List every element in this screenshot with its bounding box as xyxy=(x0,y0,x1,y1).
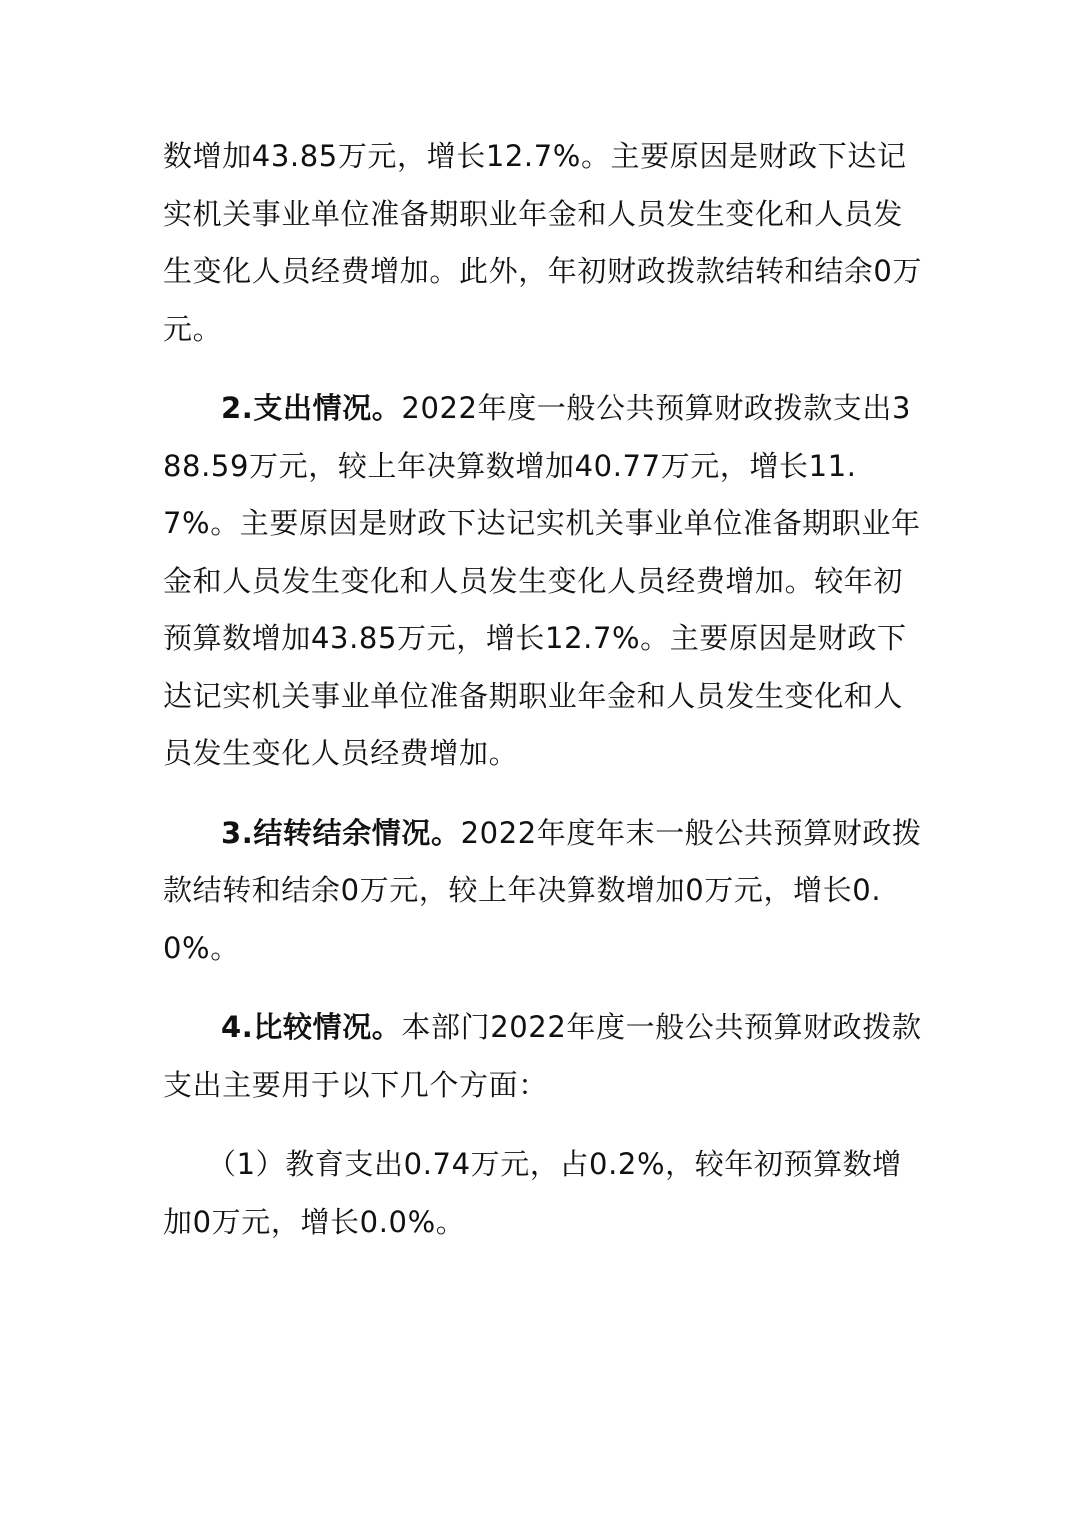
paragraph-text: （1）教育支出0.74万元，占0.2%，较年初预算数增加0万元，增长0.0%。 xyxy=(163,1147,902,1239)
paragraph-expenditure xyxy=(163,380,923,783)
section-heading-carryover: 3.结转结余情况。 xyxy=(221,815,461,850)
paragraph-text: 本部门2022年度一般公共预算财政拨款支出主要用于以下几个方面： xyxy=(163,1010,922,1102)
paragraph-carryover xyxy=(163,805,923,978)
paragraph-text: 数增加43.85万元，增长12.7%。主要原因是财政下达记实机关事业单位准备期职业年金和人员发生变化和人员发生变化人员经费增加。此外，年初财政拨款结转和结余0万元。 xyxy=(163,139,923,346)
paragraph-education xyxy=(163,1136,923,1251)
paragraph-text: 2022年度一般公共预算财政拨款支出388.59万元，较上年决算数增加40.77万元，增长11.7%。主要原因是财政下达记实机关事业单位准备期职业年金和人员发生变化和人员发生变化人员经费增加。较年初预算数增加43.85万元，增长12.7%。主要原因是财政下达记实机关事业单位准备期职业年金和人员发生变化和人员发生变化人员经费增加。 xyxy=(163,391,921,770)
section-heading-expenditure: 2.支出情况。 xyxy=(221,391,402,425)
paragraph-text: 2022年度年末一般公共预算财政拨款结转和结余0万元，较上年决算数增加0万元，增长0.0%。 xyxy=(163,815,922,965)
section-heading-comparison: 4.比较情况。 xyxy=(221,1010,402,1044)
paragraph-continued xyxy=(163,128,923,358)
paragraph-comparison xyxy=(163,999,923,1114)
document-body xyxy=(163,128,923,1251)
